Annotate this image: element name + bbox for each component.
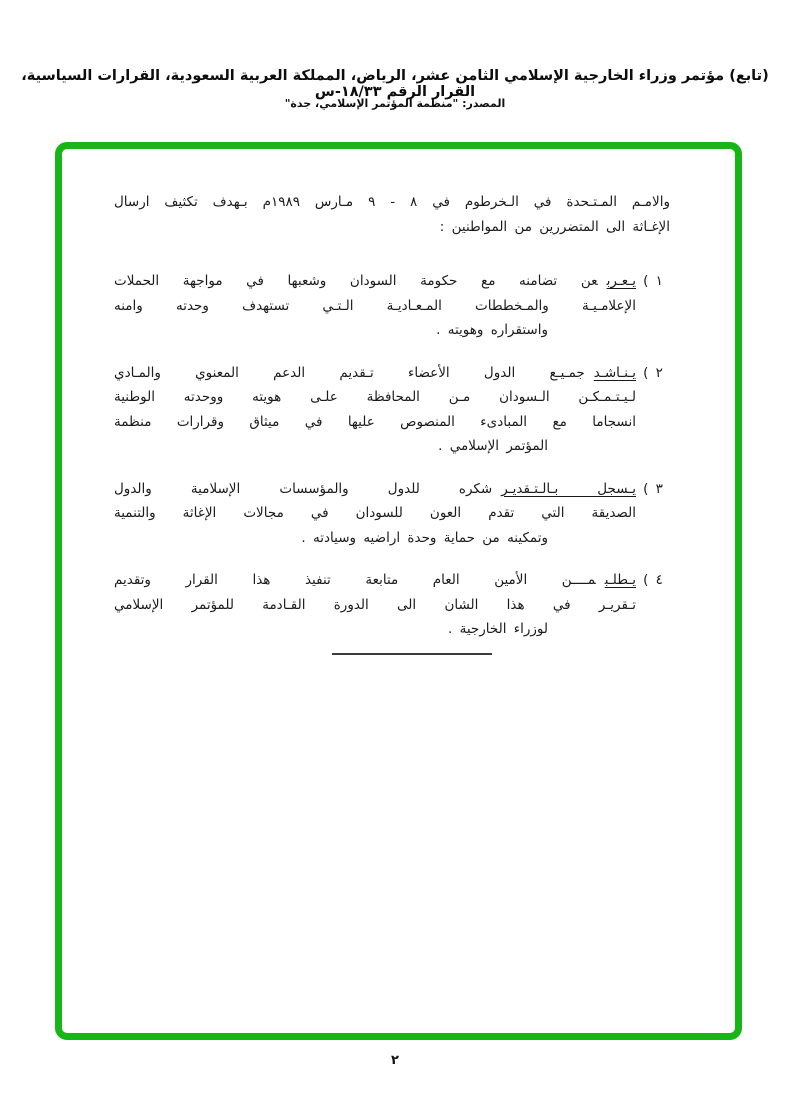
item-3-number: ( ٣ — [643, 480, 663, 497]
item-4-line-1-rest: مــــن الأمين العام متابعة تنفيذ هذا القرار وتقديم — [114, 572, 596, 588]
item-2-line-4: المؤتمر الإسلامي . — [438, 438, 548, 454]
item-4-lead-word: يـطلـب — [604, 572, 636, 588]
item-4-line-2: تـقريـر في هذا الشان الى الدورة القـادمة للمؤتمر الإسلامي — [114, 596, 636, 613]
item-3-line-3: وتمكينه من حماية وحدة اراضيه وسيادته . — [301, 529, 548, 546]
page-number: ٢ — [391, 1053, 399, 1068]
item-1-line-3: واستقراره وهويته . — [436, 322, 548, 338]
item-1-text — [114, 269, 636, 343]
item-1-line-1 — [114, 269, 636, 294]
list-item-1 — [114, 269, 670, 343]
separator-line — [332, 653, 492, 655]
item-2-line-1-rest: جمـيـع الدول الأعضاء تـقديم الدعم المعنوي والمـادي — [114, 364, 585, 381]
list-item-2 — [114, 361, 670, 459]
intro-line-2: الإغـاثة الى المتضررين من المواطنين : — [439, 219, 670, 235]
item-2-lead-word: يـنـاشـد — [593, 364, 636, 381]
intro-line-1: والامـم المـتـحدة في الـخرطوم في ٨ - ٩ مـارس ١٩٨٩م بـهدف تكثيف ارسال — [114, 194, 670, 210]
item-2-line-2: لـيـتـمـكـن الـسودان مـن المحافظة علـى هويته ووحدته الوطنية — [114, 389, 636, 405]
item-2-line-3: انسجاما مع المبادىء المنصوص عليها في ميثاق وقرارات منظمة — [114, 413, 636, 430]
item-2-text — [114, 361, 636, 459]
item-1-lead-word: يـعـرب — [606, 273, 636, 289]
intro-paragraph — [114, 190, 670, 240]
item-1-line-1-rest: عن تضامنه مع حكومة السودان وشعبها في مواجهة الحملات — [114, 273, 598, 289]
list-item-4 — [114, 568, 670, 642]
document-source-line: المصدر: "منظمة المؤتمر الإسلامي، جدة" — [284, 97, 506, 110]
item-1-number: ( ١ — [643, 273, 663, 289]
item-4-line-3: لوزراء الخارجية . — [448, 621, 548, 637]
item-2-number: ( ٢ — [643, 364, 663, 381]
list-item-3 — [114, 477, 670, 551]
document-header-title: (تابع) مؤتمر وزراء الخارجية الإسلامي الثامن عشر، الرياض، المملكة العربية السعودية، القرارات السياسية، القرار الرقم ١٨/٣٣-س — [21, 68, 769, 100]
item-3-text — [114, 477, 636, 551]
item-3-lead-word: يـسجل بـالـتـقديـر — [501, 480, 636, 497]
item-3-line-1-rest: شكره للدول والمؤسسات الإسلامية والدول — [114, 480, 493, 497]
item-3-line-1 — [114, 477, 636, 502]
item-4-line-1 — [114, 568, 636, 593]
item-3-line-2: الصديقة التي تقدم العون للسودان في مجالات الإغاثة والتنمية — [114, 505, 636, 521]
item-2-line-1 — [114, 361, 636, 386]
item-4-number: ( ٤ — [643, 572, 663, 588]
document-content — [114, 190, 670, 642]
item-1-line-2: الإعلامـيـة والمـخططات المـعـاديـة الـتـي تستهدف وحدته وامنه — [114, 297, 636, 314]
item-4-text — [114, 568, 636, 642]
